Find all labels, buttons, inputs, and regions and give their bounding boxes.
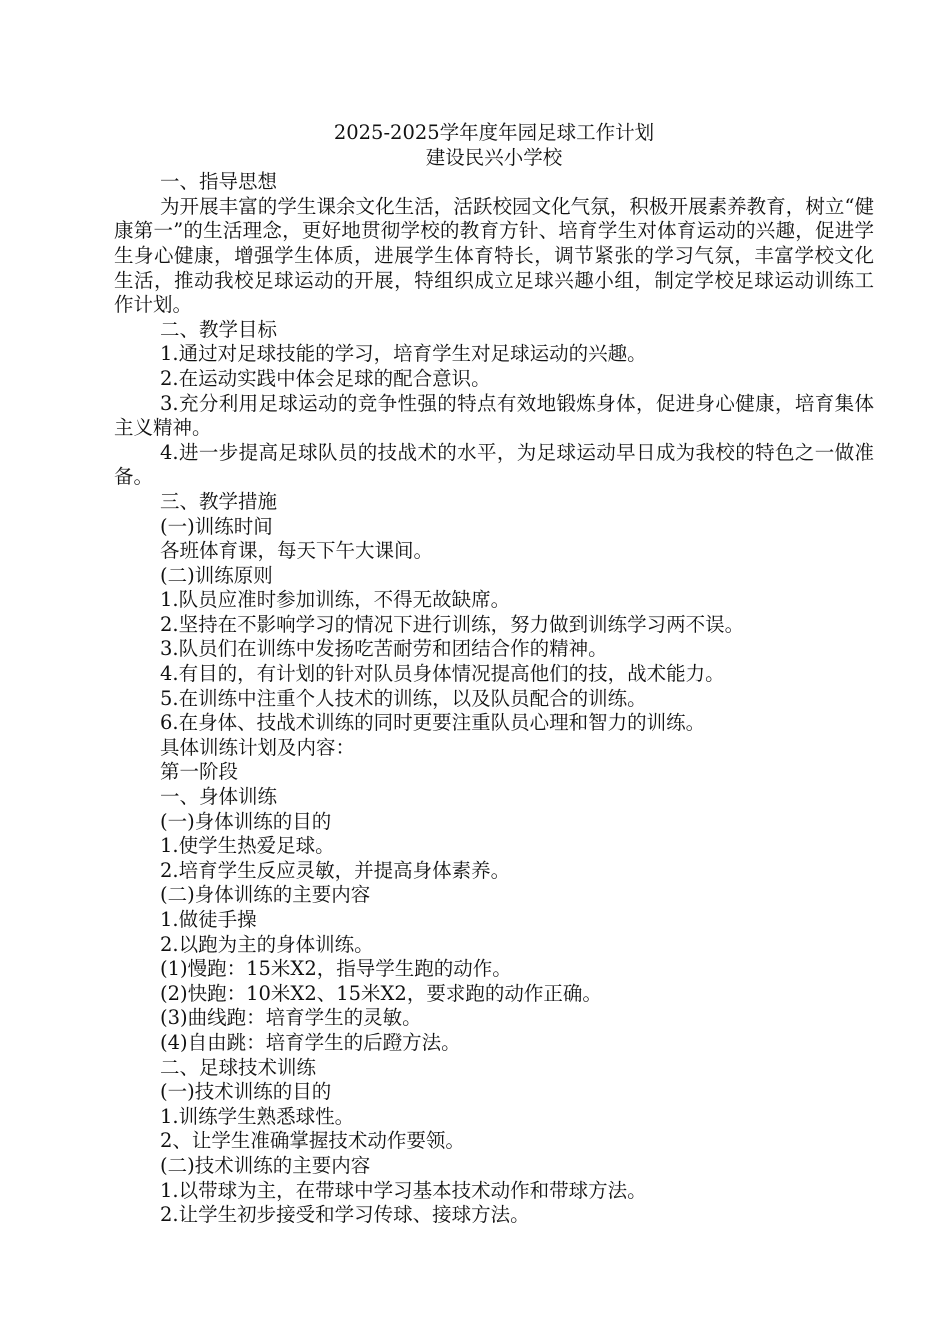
text-line: (二)身体训练的主要内容 (160, 883, 371, 907)
goal-item: 2.在运动实践中体会足球的配合意识。 (160, 366, 491, 390)
text-line: (一)技术训练的目的 (160, 1080, 332, 1104)
text-line: 具体训练计划及内容： (160, 735, 356, 759)
text-line: 2.以跑为主的身体训练。 (160, 932, 374, 956)
guiding-paragraph: 为开展丰富的学生课余文化生活，活跃校园文化气氛，积极开展素养教育，树立“健康第一”的生活理念，更好地贯彻学校的教育方针、培育学生对体育运动的兴趣，促进学生身心健康，增强学生体质，进展学生体育特长，调节紧张的学习气氛，丰富学校文化生活，推动我校足球运动的开展，特组织成立足球兴趣小组，制定学校足球运动训练工作计划。 (114, 194, 874, 317)
text-line: (2)快跑：10米X2、15米X2，要求跑的动作正确。 (160, 981, 602, 1005)
text-line: 4.有目的，有计划的针对队员身体情况提高他们的技，战术能力。 (160, 662, 725, 686)
text-line: 1.使学生热爱足球。 (160, 834, 335, 858)
section-heading-guiding: 一、指导思想 (160, 170, 278, 194)
text-line: 各班体育课，每天下午大课间。 (160, 539, 434, 563)
text-line: 2.培育学生反应灵敏，并提高身体素养。 (160, 858, 511, 882)
text-line: 2.让学生初步接受和学习传球、接球方法。 (160, 1203, 530, 1227)
text-line: (二)训练原则 (160, 563, 273, 587)
document-title: 2025-2025学年度年园足球工作计划 (333, 121, 655, 144)
document-page (114, 121, 874, 1228)
text-line: 3.队员们在训练中发扬吃苦耐劳和团结合作的精神。 (160, 637, 608, 661)
text-line: 1.做徒手操 (160, 908, 257, 931)
goal-item: 3.充分利用足球运动的竞争性强的特点有效地锻炼身体，促进身心健康，培育集体主义精神。 (114, 391, 874, 440)
text-line: (二)技术训练的主要内容 (160, 1153, 371, 1177)
text-line: 1.队员应准时参加训练，不得无故缺席。 (160, 588, 511, 612)
text-line: 二、足球技术训练 (160, 1055, 317, 1079)
text-line: 第一阶段 (160, 760, 239, 784)
school-name: 建设民兴小学校 (425, 145, 563, 169)
text-line: 一、身体训练 (160, 785, 278, 809)
text-line: 1.训练学生熟悉球性。 (160, 1104, 355, 1128)
text-line: 2.坚持在不影响学习的情况下进行训练，努力做到训练学习两不误。 (160, 612, 745, 636)
text-line: (1)慢跑：15米X2，指导学生跑的动作。 (160, 957, 512, 981)
section-heading-measures: 三、教学措施 (160, 489, 278, 513)
text-line: 5.在训练中注重个人技术的训练，以及队员配合的训练。 (160, 686, 647, 710)
text-line: 1.以带球为主，在带球中学习基本技术动作和带球方法。 (160, 1178, 647, 1202)
text-line: 6.在身体、技战术训练的同时更要注重队员心理和智力的训练。 (160, 711, 706, 735)
text-line: 2、让学生准确掌握技术动作要领。 (160, 1129, 465, 1153)
goal-item: 4.进一步提高足球队员的技战术的水平，为足球运动早日成为我校的特色之一做准备。 (114, 440, 874, 489)
section-heading-goals: 二、教学目标 (160, 317, 278, 341)
text-line: (4)自由跳：培育学生的后蹬方法。 (160, 1030, 461, 1054)
text-line: (3)曲线跑：培育学生的灵敏。 (160, 1006, 422, 1030)
text-line: (一)训练时间 (160, 514, 273, 538)
goal-item: 1.通过对足球技能的学习，培育学生对足球运动的兴趣。 (160, 342, 647, 366)
text-line: (一)身体训练的目的 (160, 809, 332, 833)
